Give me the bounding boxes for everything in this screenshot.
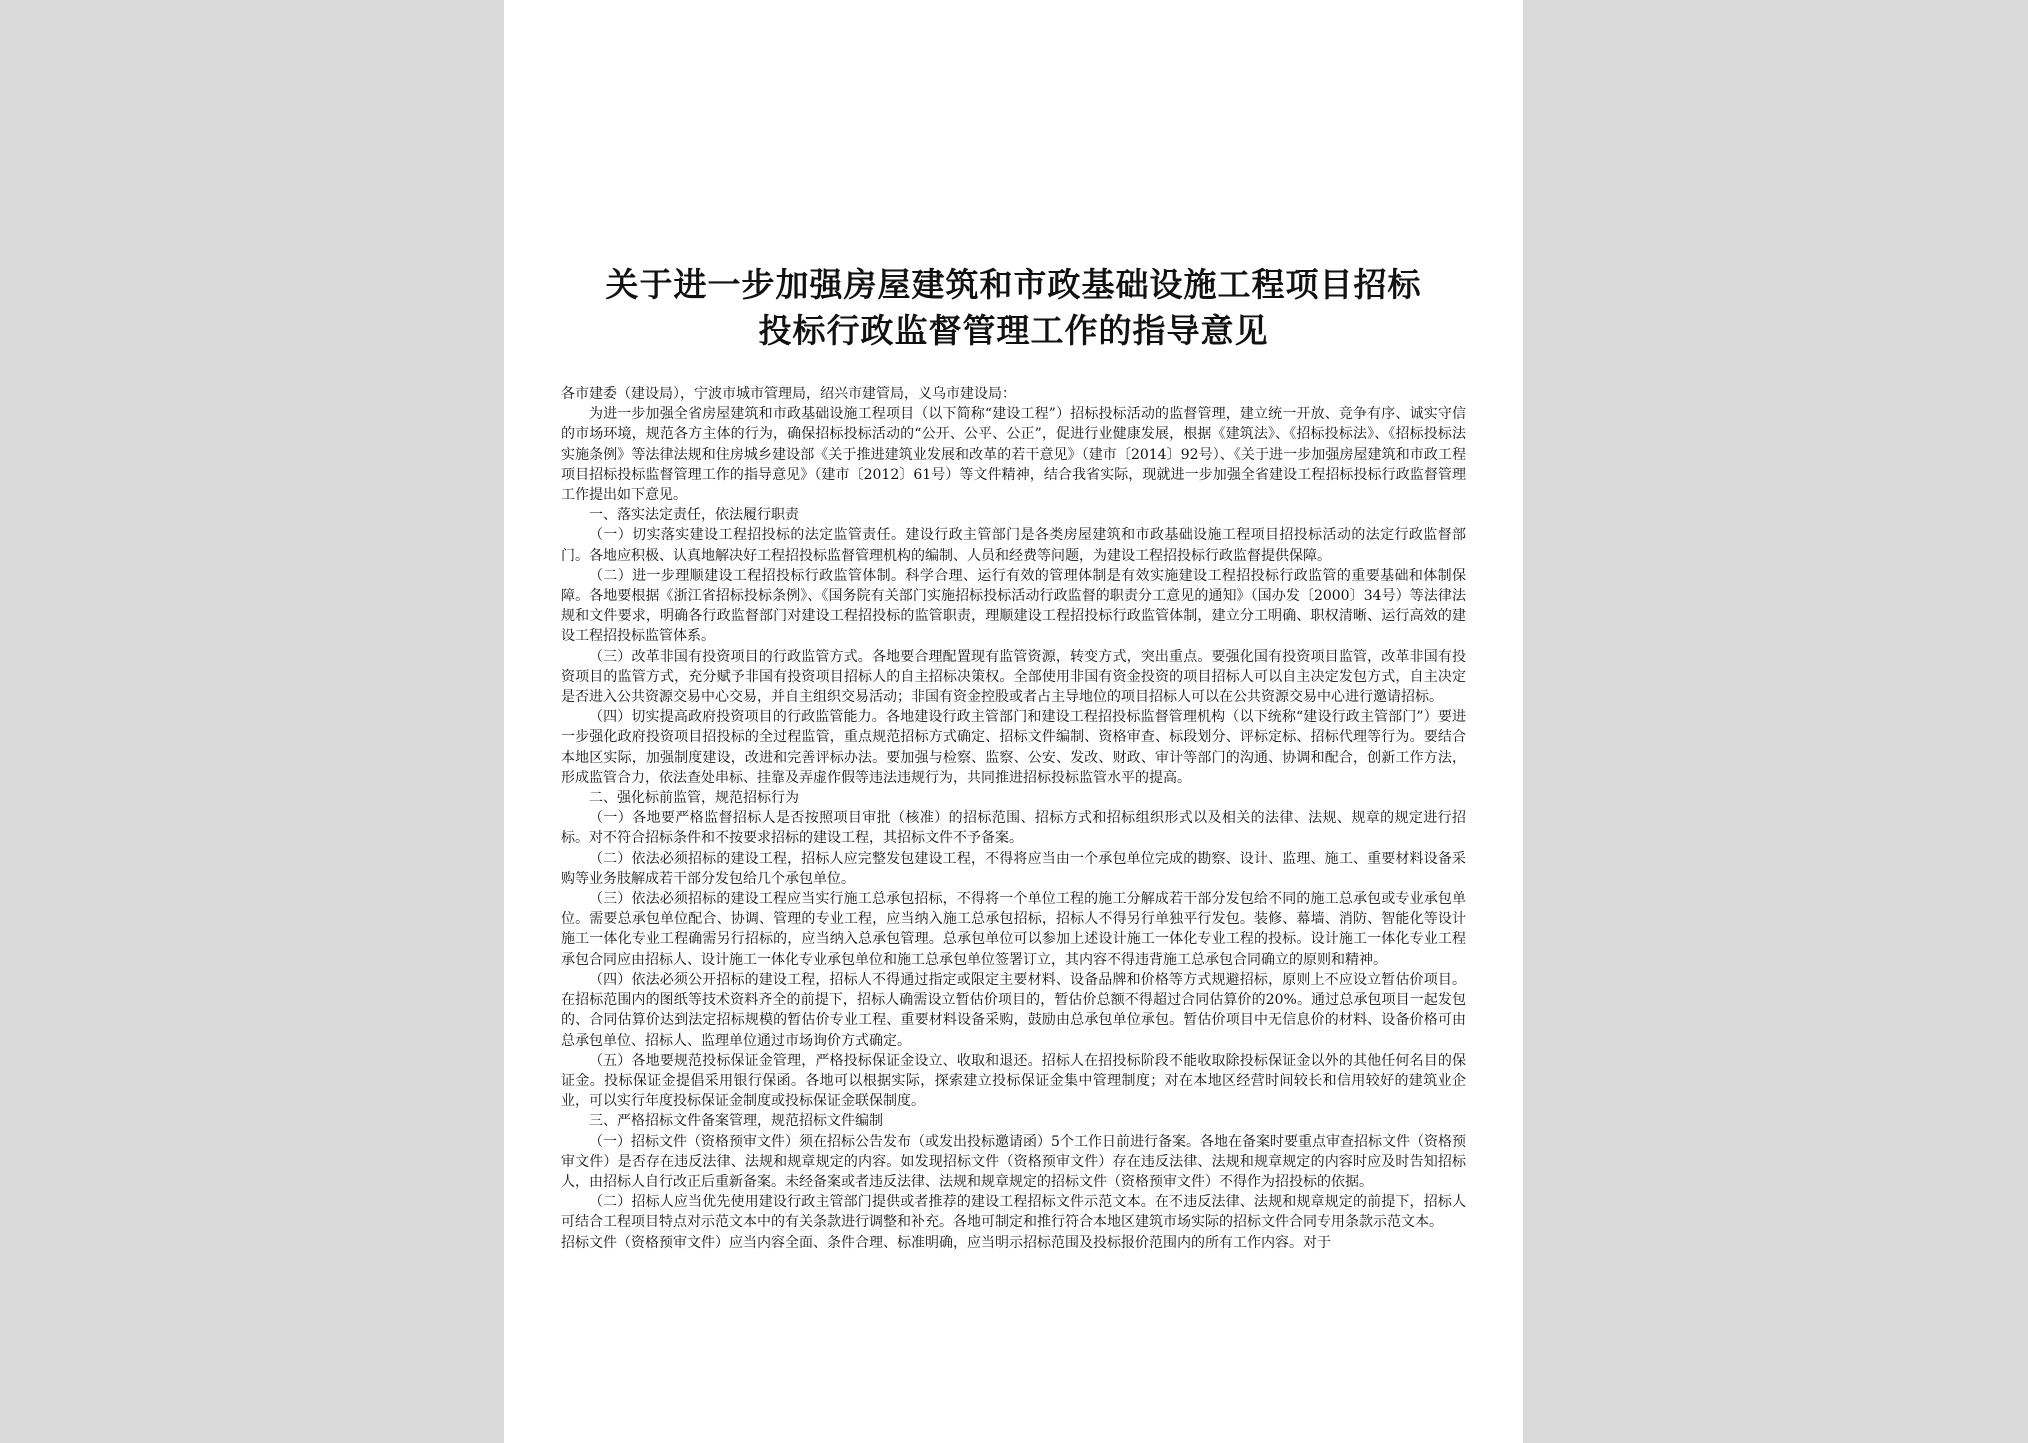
paragraph: （一）切实落实建设工程招投标的法定监管责任。建设行政主管部门是各类房屋建筑和市政基础设施工程项目招投标活动的法定行政监督部门。各地应积极、认真地解决好工程招投标监督管理机构的编制、人员和经费等问题，为建设工程招投标行政监督提供保障。 bbox=[561, 527, 1466, 564]
paragraph: （三）改革非国有投资项目的行政监管方式。各地要合理配置现有监管资源，转变方式，突出重点。要强化国有投资项目监管，改革非国有投资项目的监管方式，充分赋予非国有投资项目招标人的自主招标决策权。全部使用非国有资金投资的项目招标人可以自主决定发包方式，自主决定是否进入公共资源交易中心交易，并自主组织交易活动；非国有资金控股或者占主导地位的项目招标人可以在公共资源交易中心进行邀请招标。 bbox=[561, 648, 1466, 706]
document-body bbox=[561, 384, 1466, 1253]
paragraph: （五）各地要规范投标保证金管理，严格投标保证金设立、收取和退还。招标人在招投标阶段不能收取除投标保证金以外的其他任何名目的保证金。投标保证金提倡采用银行保函。各地可以根据实际，探索建立投标保证金集中管理制度；对在本地区经营时间较长和信用较好的建筑业企业，可以实行年度投标保证金制度或投标保证金联保制度。 bbox=[561, 1052, 1466, 1110]
paragraph-continued: 招标文件（资格预审文件）应当内容全面、条件合理、标准明确，应当明示招标范围及投标报价范围内的所有工作内容。对于 bbox=[561, 1234, 1331, 1251]
paragraph: （三）依法必须招标的建设工程应当实行施工总承包招标，不得将一个单位工程的施工分解成若干部分发包给不同的施工总承包或专业承包单位。需要总承包单位配合、协调、管理的专业工程，应当纳入施工总承包招标，招标人不得另行单独平行发包。装修、幕墙、消防、智能化等设计施工一体化专业工程确需另行招标的，应当纳入总承包管理。总承包单位可以参加上述设计施工一体化专业工程的投标。设计施工一体化专业工程承包合同应由招标人、设计施工一体化专业承包单位和施工总承包单位签署订立，其内容不得违背施工总承包合同确立的原则和精神。 bbox=[561, 891, 1466, 968]
paragraph: （四）依法必须公开招标的建设工程，招标人不得通过指定或限定主要材料、设备品牌和价格等方式规避招标，原则上不应设立暂估价项目。在招标范围内的图纸等技术资料齐全的前提下，招标人确需设立暂估价项目的，暂估价总额不得超过合同估算价的20%。通过总承包项目一起发包的、合同估算价达到法定招标规模的暂估价专业工程、重要材料设备采购，鼓励由总承包单位承包。暂估价项目中无信息价的材料、设备价格可由总承包单位、招标人、监理单位通过市场询价方式确定。 bbox=[561, 971, 1466, 1049]
title-line-1: 关于进一步加强房屋建筑和市政基础设施工程项目招标 bbox=[605, 265, 1422, 304]
paragraph: （一）招标文件（资格预审文件）须在招标公告发布（或发出投标邀请函）5个工作日前进行备案。各地在备案时要重点审查招标文件（资格预审文件）是否存在违反法律、法规和规章规定的内容。如发现招标文件（资格预审文件）存在违反法律、法规和规章规定的内容时应及时告知招标人，由招标人自行改正后重新备案。未经备案或者违反法律、法规和规章规定的招标文件（资格预审文件）不得作为招投标的依据。 bbox=[561, 1133, 1466, 1190]
section-heading-2: 二、强化标前监管，规范招标行为 bbox=[589, 790, 799, 807]
section-heading-3: 三、严格招标文件备案管理，规范招标文件编制 bbox=[589, 1113, 883, 1130]
section-heading-1: 一、落实法定责任，依法履行职责 bbox=[589, 507, 799, 524]
paragraph: （四）切实提高政府投资项目的行政监管能力。各地建设行政主管部门和建设工程招投标监督管理机构（以下统称“建设行政主管部门”）要进一步强化政府投资项目招投标的全过程监管，重点规范招标方式确定、招标文件编制、资格审查、标段划分、评标定标、招标代理等行为。要结合本地区实际，加强制度建设，改进和完善评标办法。要加强与检察、监察、公安、发改、财政、审计等部门的沟通、协调和配合，创新工作方法，形成监管合力，依法查处串标、挂靠及弄虚作假等违法违规行为，共同推进招标投标监管水平的提高。 bbox=[561, 709, 1466, 786]
document-title bbox=[561, 262, 1466, 354]
paragraph: （一）各地要严格监督招标人是否按照项目审批（核准）的招标范围、招标方式和招标组织形式以及相关的法律、法规、规章的规定进行招标。对不符合招标条件和不按要求招标的建设工程，其招标文件不予备案。 bbox=[561, 810, 1466, 847]
paragraph: （二）招标人应当优先使用建设行政主管部门提供或者推荐的建设工程招标文件示范文本。在不违反法律、法规和规章规定的前提下，招标人可结合工程项目特点对示范文本中的有关条款进行调整和补充。各地可制定和推行符合本地区建筑市场实际的招标文件合同专用条款示范文本。 bbox=[561, 1194, 1466, 1231]
document-page bbox=[504, 0, 1523, 1443]
title-line-2: 投标行政监督管理工作的指导意见 bbox=[758, 311, 1269, 350]
paragraph: （二）进一步理顺建设工程招投标行政监管体制。科学合理、运行有效的管理体制是有效实施建设工程招投标行政监管的重要基础和体制保障。各地要根据《浙江省招标投标条例》、《国务院有关部门实施招标投标活动行政监督的职责分工意见的通知》（国办发〔2000〕34号）等法律法规和文件要求，明确各行政监督部门对建设工程招投标的监管职责，理顺建设工程招投标行政监管体制，建立分工明确、职权清晰、运行高效的建设工程招投标监管体系。 bbox=[561, 567, 1466, 645]
intro-paragraph: 为进一步加强全省房屋建筑和市政基础设施工程项目（以下简称“建设工程”）招标投标活动的监督管理，建立统一开放、竞争有序、诚实守信的市场环境，规范各方主体的行为，确保招标投标活动的“公开、公平、公正”，促进行业健康发展，根据《建筑法》、《招标投标法》、《招标投标法实施条例》等法律法规和住房城乡建设部《关于推进建筑业发展和改革的若干意见》（建市〔2014〕92号）、《关于进一步加强房屋建筑和市政工程项目招标投标监督管理工作的指导意见》（建市〔2012〕61号）等文件精神，结合我省实际，现就进一步加强全省建设工程招标投标行政监督管理工作提出如下意见。 bbox=[561, 406, 1466, 504]
paragraph: （二）依法必须招标的建设工程，招标人应完整发包建设工程，不得将应当由一个承包单位完成的勘察、设计、监理、施工、重要材料设备采购等业务肢解成若干部分发包给几个承包单位。 bbox=[561, 850, 1466, 887]
salutation: 各市建委（建设局），宁波市城市管理局，绍兴市建管局，义乌市建设局： bbox=[561, 386, 1016, 402]
